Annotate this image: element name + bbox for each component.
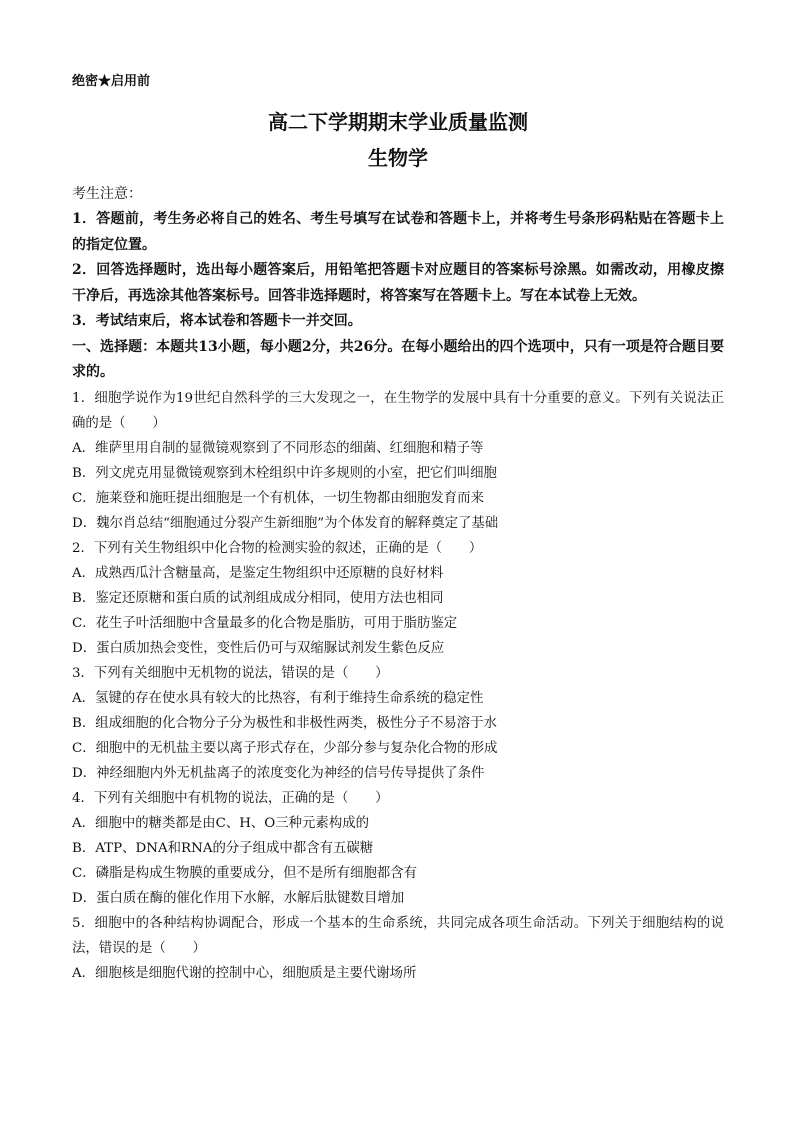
option-c: C．花生子叶活细胞中含量最多的化合物是脂肪，可用于脂肪鉴定 — [72, 615, 458, 631]
notice-item: 3．考试结束后，将本试卷和答题卡一并交回。 — [72, 313, 362, 329]
option-a: A．氢键的存在使水具有较大的比热容，有利于维持生命系统的稳定性 — [72, 690, 484, 706]
option-d: D．魏尔肖总结“细胞通过分裂产生新细胞”为个体发育的解释奠定了基础 — [72, 515, 499, 531]
option-a: A．细胞中的糖类都是由C、H、O三种元素构成的 — [72, 815, 369, 831]
question-5 — [72, 911, 724, 986]
option-b: B．组成细胞的化合物分子分为极性和非极性两类，极性分子不易溶于水 — [72, 715, 497, 731]
option-c: C．施莱登和施旺提出细胞是一个有机体，一切生物都由细胞发育而来 — [72, 490, 484, 506]
section-heading: 一、选择题：本题共13小题，每小题2分，共26分。在每小题给出的四个选项中，只有一项是符合题目要求的。 — [72, 338, 724, 380]
option-d: D．蛋白质在酶的催化作用下水解，水解后肽键数目增加 — [72, 890, 405, 906]
question-2 — [72, 536, 724, 661]
confidential-label: 绝密★启用前 — [72, 74, 151, 89]
notice-heading: 考生注意： — [72, 186, 142, 202]
question-stem: 1．细胞学说作为19世纪自然科学的三大发现之一，在生物学的发展中具有十分重要的意义。下列有关说法正确的是（ ） — [72, 390, 724, 431]
question-3 — [72, 661, 724, 786]
option-d: D．蛋白质加热会变性，变性后仍可与双缩脲试剂发生紫色反应 — [72, 640, 445, 656]
question-stem: 2．下列有关生物组织中化合物的检测实验的叙述，正确的是（ ） — [72, 540, 483, 556]
notice-item: 2．回答选择题时，选出每小题答案后，用铅笔把答题卡对应题目的答案标号涂黑。如需改动，用橡皮擦干净后，再选涂其他答案标号。回答非选择题时，将答案写在答题卡上。写在本试卷上无效。 — [72, 262, 724, 304]
question-stem: 3．下列有关细胞中无机物的说法，错误的是（ ） — [72, 665, 389, 681]
option-b: B．ATP、DNA和RNA的分子组成中都含有五碳糖 — [72, 840, 374, 856]
notice-item: 1．答题前，考生务必将自己的姓名、考生号填写在试卷和答题卡上，并将考生号条形码粘贴在答题卡上的指定位置。 — [72, 211, 724, 253]
option-c: C．磷脂是构成生物膜的重要成分，但不是所有细胞都含有 — [72, 865, 418, 881]
option-b: B．列文虎克用显微镜观察到木栓组织中许多规则的小室，把它们叫细胞 — [72, 465, 497, 481]
question-stem: 4．下列有关细胞中有机物的说法，正确的是（ ） — [72, 790, 389, 806]
question-stem: 5．细胞中的各种结构协调配合，形成一个基本的生命系统，共同完成各项生命活动。下列关于细胞结构的说法，错误的是（ ） — [72, 915, 724, 956]
question-1 — [72, 386, 724, 536]
option-a: A．细胞核是细胞代谢的控制中心，细胞质是主要代谢场所 — [72, 965, 417, 981]
exam-subject: 生物学 — [368, 146, 428, 170]
option-d: D．神经细胞内外无机盐离子的浓度变化为神经的信号传导提供了条件 — [72, 765, 485, 781]
option-a: A．成熟西瓜汁含糖量高，是鉴定生物组织中还原糖的良好材料 — [72, 565, 444, 581]
option-a: A．维萨里用自制的显微镜观察到了不同形态的细菌、红细胞和精子等 — [72, 440, 484, 456]
option-c: C．细胞中的无机盐主要以离子形式存在，少部分参与复杂化合物的形成 — [72, 740, 498, 756]
question-4 — [72, 786, 724, 911]
option-b: B．鉴定还原糖和蛋白质的试剂组成成分相同，使用方法也相同 — [72, 590, 444, 606]
exam-title: 高二下学期期末学业质量监测 — [268, 110, 528, 134]
